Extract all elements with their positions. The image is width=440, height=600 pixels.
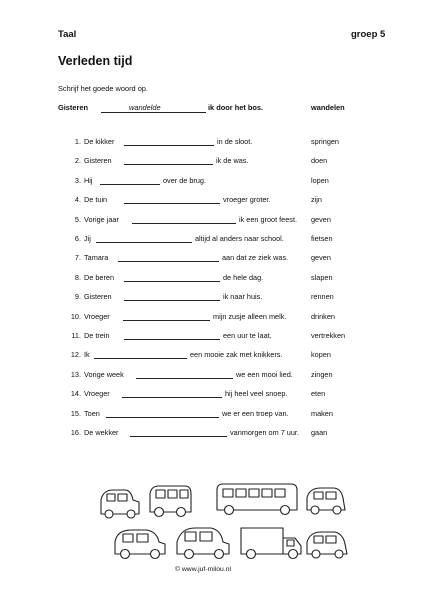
sentence-start: De trein — [84, 331, 110, 340]
footer-credit: © www.juf-milou.nl — [175, 566, 231, 573]
sentence-start: Hij — [84, 175, 93, 185]
infinitive-verb: springen — [311, 137, 339, 146]
infinitive-verb: geven — [311, 214, 331, 224]
infinitive-verb: gaan — [311, 428, 328, 437]
sentence-start: Gisteren — [84, 156, 112, 166]
sentence-end: een uur te laat. — [223, 331, 272, 340]
answer-blank[interactable] — [124, 273, 220, 282]
sentence-end: we er een troep van. — [222, 408, 289, 418]
exercise-row — [0, 215, 440, 227]
sentence-end: over de brug. — [163, 175, 206, 185]
infinitive-verb: fietsen — [311, 234, 333, 243]
instruction: Schrijf het goede woord op. — [58, 84, 148, 93]
answer-blank[interactable] — [96, 234, 192, 243]
exercise-row — [0, 389, 440, 401]
exercise-row — [0, 273, 440, 285]
infinitive-verb: drinken — [311, 311, 335, 321]
item-number: 7. — [74, 253, 81, 263]
sentence-end: vanmorgen om 7 uur. — [230, 428, 299, 437]
infinitive-verb: kopen — [311, 350, 331, 360]
sentence-end: hij heel veel snoep. — [225, 389, 288, 399]
exercise-row — [0, 176, 440, 188]
page-title: Verleden tijd — [58, 54, 133, 68]
example-verb: wandelen — [311, 103, 345, 112]
infinitive-verb: slapen — [311, 272, 333, 282]
exercise-row — [0, 331, 440, 343]
answer-blank[interactable] — [124, 195, 220, 204]
example-answer: wandelde — [129, 103, 161, 112]
sentence-start: Vroeger — [84, 389, 110, 399]
sentence-end: mijn zusje alleen melk. — [213, 311, 287, 321]
answer-blank[interactable] — [122, 389, 222, 398]
sentence-end: ik een groot feest. — [239, 214, 298, 224]
sentence-end: ik de was. — [216, 156, 249, 166]
example-answer-line — [101, 103, 206, 113]
sentence-start: De wekker — [84, 428, 119, 437]
item-number: 11. — [71, 331, 81, 340]
answer-blank[interactable] — [136, 370, 233, 379]
infinitive-verb: zingen — [311, 369, 333, 379]
item-number: 15. — [70, 408, 81, 418]
sentence-start: De tuin — [84, 195, 108, 205]
infinitive-verb: vertrekken — [311, 331, 346, 340]
exercise-row — [0, 234, 440, 246]
subject-label: Taal — [58, 29, 77, 40]
exercise-row — [0, 292, 440, 304]
infinitive-verb: zijn — [311, 195, 322, 205]
item-number: 12. — [70, 350, 81, 360]
infinitive-verb: geven — [311, 253, 331, 263]
answer-blank[interactable] — [124, 156, 213, 165]
group-label: groep 5 — [351, 29, 386, 40]
infinitive-verb: lopen — [311, 175, 329, 185]
item-number: 4. — [74, 195, 81, 205]
cars-trucks-bus-icon — [95, 480, 350, 565]
sentence-end: we een mooi lied. — [236, 369, 293, 379]
answer-blank[interactable] — [106, 409, 219, 418]
sentence-start: Vorige jaar — [84, 214, 119, 224]
sentence-end: aan dat ze ziek was. — [222, 253, 289, 263]
exercise-row — [0, 350, 440, 362]
answer-blank[interactable] — [100, 176, 160, 185]
answer-blank[interactable] — [94, 350, 187, 359]
answer-blank[interactable] — [118, 253, 219, 262]
exercise-row — [0, 428, 440, 440]
sentence-start: Vroeger — [84, 311, 110, 321]
exercise-row — [0, 253, 440, 265]
item-number: 9. — [74, 292, 81, 302]
item-number: 2. — [74, 156, 81, 166]
example-pre: Gisteren — [58, 103, 88, 112]
answer-blank[interactable] — [124, 137, 214, 146]
item-number: 14. — [70, 389, 81, 399]
item-number: 13. — [70, 369, 81, 379]
sentence-start: Toen — [84, 408, 100, 418]
infinitive-verb: maken — [311, 408, 333, 418]
exercise-row — [0, 409, 440, 421]
sentence-start: Ik — [84, 350, 90, 360]
infinitive-verb: rennen — [311, 292, 334, 302]
exercise-row — [0, 312, 440, 324]
example-post: ik door het bos. — [208, 103, 264, 112]
exercise-row — [0, 156, 440, 168]
exercise-row — [0, 137, 440, 149]
exercise-row — [0, 195, 440, 207]
sentence-start: Gisteren — [84, 292, 112, 302]
answer-blank[interactable] — [124, 292, 220, 301]
answer-blank[interactable] — [130, 428, 227, 437]
sentence-start: Tamara — [84, 253, 109, 263]
sentence-start: De kikker — [84, 137, 115, 146]
infinitive-verb: eten — [311, 389, 326, 399]
sentence-start: De beren — [84, 272, 115, 282]
item-number: 5. — [74, 214, 81, 224]
sentence-end: in de sloot. — [217, 137, 253, 146]
item-number: 3. — [74, 175, 81, 185]
answer-blank[interactable] — [132, 215, 236, 224]
item-number: 10. — [70, 311, 81, 321]
item-number: 16. — [70, 428, 81, 437]
sentence-end: altijd al anders naar school. — [195, 234, 284, 243]
item-number: 1. — [74, 137, 81, 146]
sentence-end: ik naar huis. — [223, 292, 263, 302]
example-row — [58, 103, 438, 115]
item-number: 8. — [74, 272, 81, 282]
sentence-end: vroeger groter. — [223, 195, 271, 205]
sentence-start: Jij — [84, 234, 91, 243]
infinitive-verb: doen — [311, 156, 328, 166]
answer-blank[interactable] — [124, 331, 220, 340]
item-number: 6. — [74, 234, 81, 243]
sentence-end: een mooie zak met knikkers. — [190, 350, 283, 360]
sentence-end: de hele dag. — [223, 272, 264, 282]
answer-blank[interactable] — [123, 312, 210, 321]
exercise-row — [0, 370, 440, 382]
sentence-start: Vorige week — [84, 369, 124, 379]
